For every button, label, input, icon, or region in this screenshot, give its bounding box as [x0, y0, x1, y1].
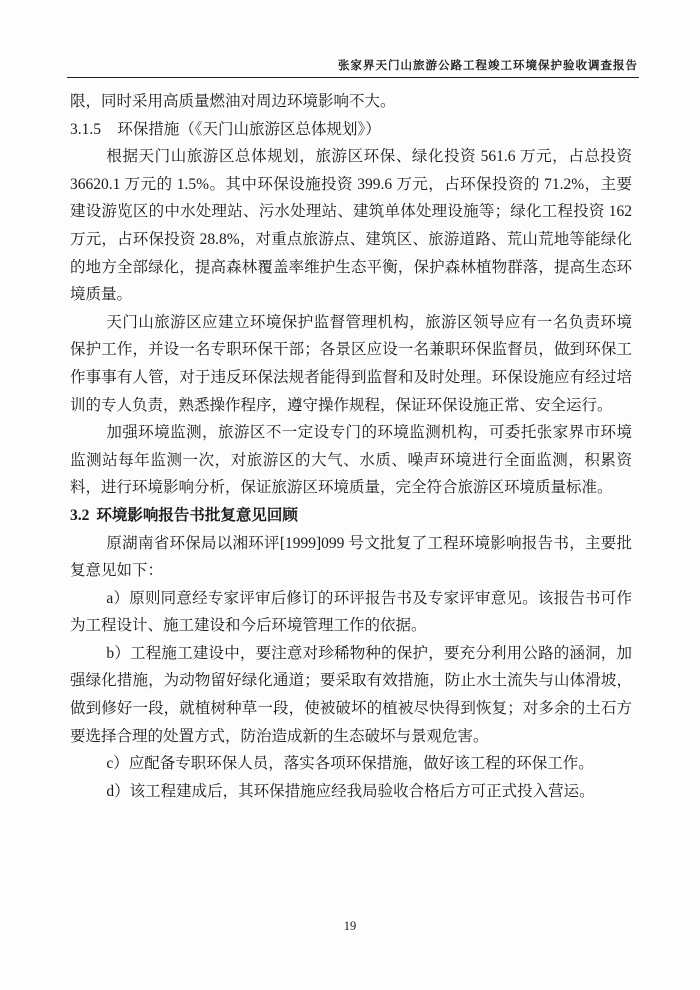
- section-title: 环保措施（《天门山旅游区总体规划》）: [117, 120, 381, 138]
- section-heading-3-2: [70, 502, 632, 530]
- section-number: 3.1.5: [70, 120, 101, 138]
- section-title: 环境影响报告书批复意见回顾: [96, 506, 298, 524]
- paragraph-approval-intro: 原湖南省环保局以湘环评[1999]099 号文批复了工程环境影响报告书，主要批复意见如下：: [70, 534, 632, 580]
- paragraph-continuation: 限，同时采用高质量燃油对周边环境影响不大。: [70, 93, 396, 110]
- approval-item-a: a）原则同意经专家评审后修订的环评报告书及专家评审意见。该报告书可作为工程设计、施工建设和今后环境管理工作的依据。: [70, 589, 632, 635]
- paragraph-monitoring: 加强环境监测，旅游区不一定设专门的环境监测机构，可委托张家界市环境监测站每年监测一次，对旅游区的大气、水质、噪声环境进行全面监测，积累资料，进行环境影响分析，保证旅游区环境质量，完全符合旅游区环境质量标准。: [70, 424, 632, 497]
- approval-item-d: d）该工程建成后，其环保措施应经我局验收合格后方可正式投入营运。: [106, 782, 595, 800]
- section-number: 3.2: [70, 506, 90, 524]
- header-rule: [67, 77, 639, 78]
- page-number: 19: [343, 919, 357, 933]
- page-footer: [0, 919, 700, 934]
- approval-item-b: b）工程施工建设中，要注意对珍稀物种的保护，要充分利用公路的涵洞，加强绿化措施，为动物留好绿化通道；要采取有效措施，防止水土流失与山体滑坡，做到修好一段，就植树种草一段，使被破坏的植被尽快得到恢复；对多余的土石方要选择合理的处置方式，防治造成新的生态破坏与景观危害。: [70, 644, 632, 745]
- approval-item-c: c）应配备专职环保人员，落实各项环保措施，做好该工程的环保工作。: [106, 755, 594, 773]
- paragraph-supervision: 天门山旅游区应建立环境保护监督管理机构，旅游区领导应有一名负责环境保护工作，并设一名专职环保干部；各景区应设一名兼职环保监督员，做到环保工作事事有人管，对于违反环保法规者能得到监督和及时处理。环保设施应有经过培训的专人负责，熟悉操作程序，遵守操作规程，保证环保设施正常、安全运行。: [70, 313, 632, 414]
- document-body: [70, 88, 632, 805]
- section-heading-3-1-5: [70, 116, 632, 144]
- running-title: 张家界天门山旅游公路工程竣工环境保护验收调查报告: [338, 60, 638, 72]
- page-header: [68, 57, 638, 73]
- paragraph-investment: 根据天门山旅游区总体规划，旅游区环保、绿化投资 561.6 万元，占总投资 36620.1 万元的 1.5%。其中环保设施投资 399.6 万元，占环保投资的 71.2%，主要建设游览区的中水处理站、污水处理站、建筑单体处理设施等；绿化工程投资 162 万元，占环保投资 28.8%，对重点旅游点、建筑区、旅游道路、荒山荒地等能绿化的地方全部绿化，提高森林覆盖率维护生态平衡，保护森林植物群落，提高生态环境质量。: [70, 148, 632, 304]
